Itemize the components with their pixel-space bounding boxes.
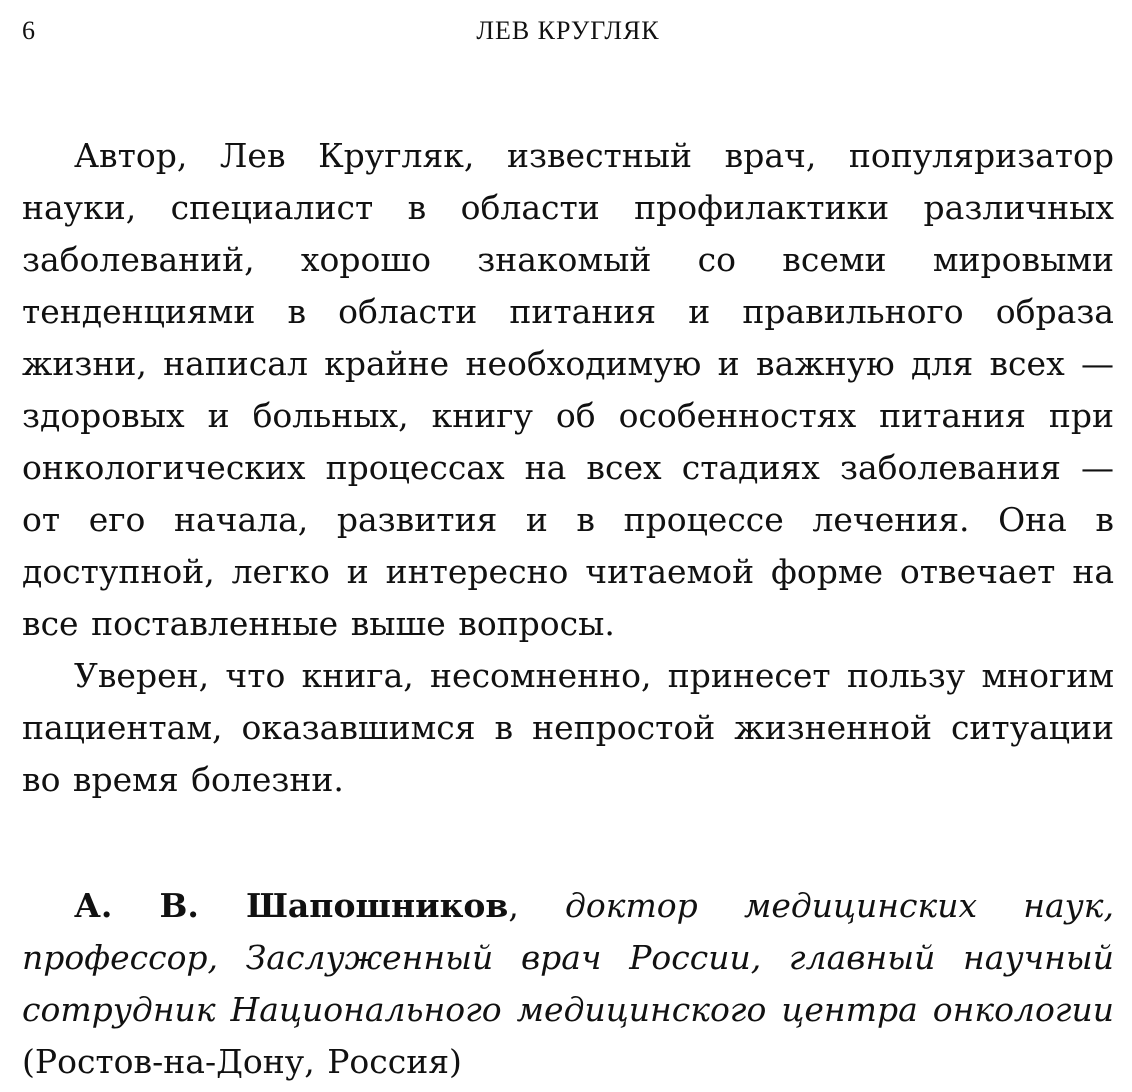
paragraph-1: Автор, Лев Кругляк, известный врач, популяризатор науки, специалист в области профилактики различных заболеваний, хорошо знакомый со всеми мировыми тенденциями в области питания и правильного образа жизни, написал крайне необходимую и важную для всех — здоровых и больных, книгу об особенностях питания при онкологических процессах на всех стадиях заболевания — от его начала, развития и в процессе лечения. Она в доступной, легко и интересно читаемой форме отвечает на все поставленные выше вопросы.	[22, 136, 1114, 643]
running-header	[22, 16, 1114, 50]
signature-location: (Ростов-на-Дону, Россия)	[22, 1042, 462, 1081]
book-page	[22, 0, 1114, 1092]
paragraph-2: Уверен, что книга, несомненно, принесет пользу многим пациентам, оказавшимся в непростой жизненной ситуации во время болезни.	[22, 656, 1114, 799]
author-signature	[22, 880, 1114, 1088]
running-title: ЛЕВ КРУГЛЯК	[476, 16, 660, 45]
signature-separator: ,	[508, 886, 566, 925]
signature-title: доктор медицинских наук, профессор, Заслуженный врач России, главный научный сотрудник Национального медицинского центра онкологии	[22, 886, 1115, 1029]
signature-name: А. В. Шапошников	[74, 886, 509, 925]
foreword-body	[22, 130, 1114, 806]
page-number: 6	[22, 16, 36, 45]
